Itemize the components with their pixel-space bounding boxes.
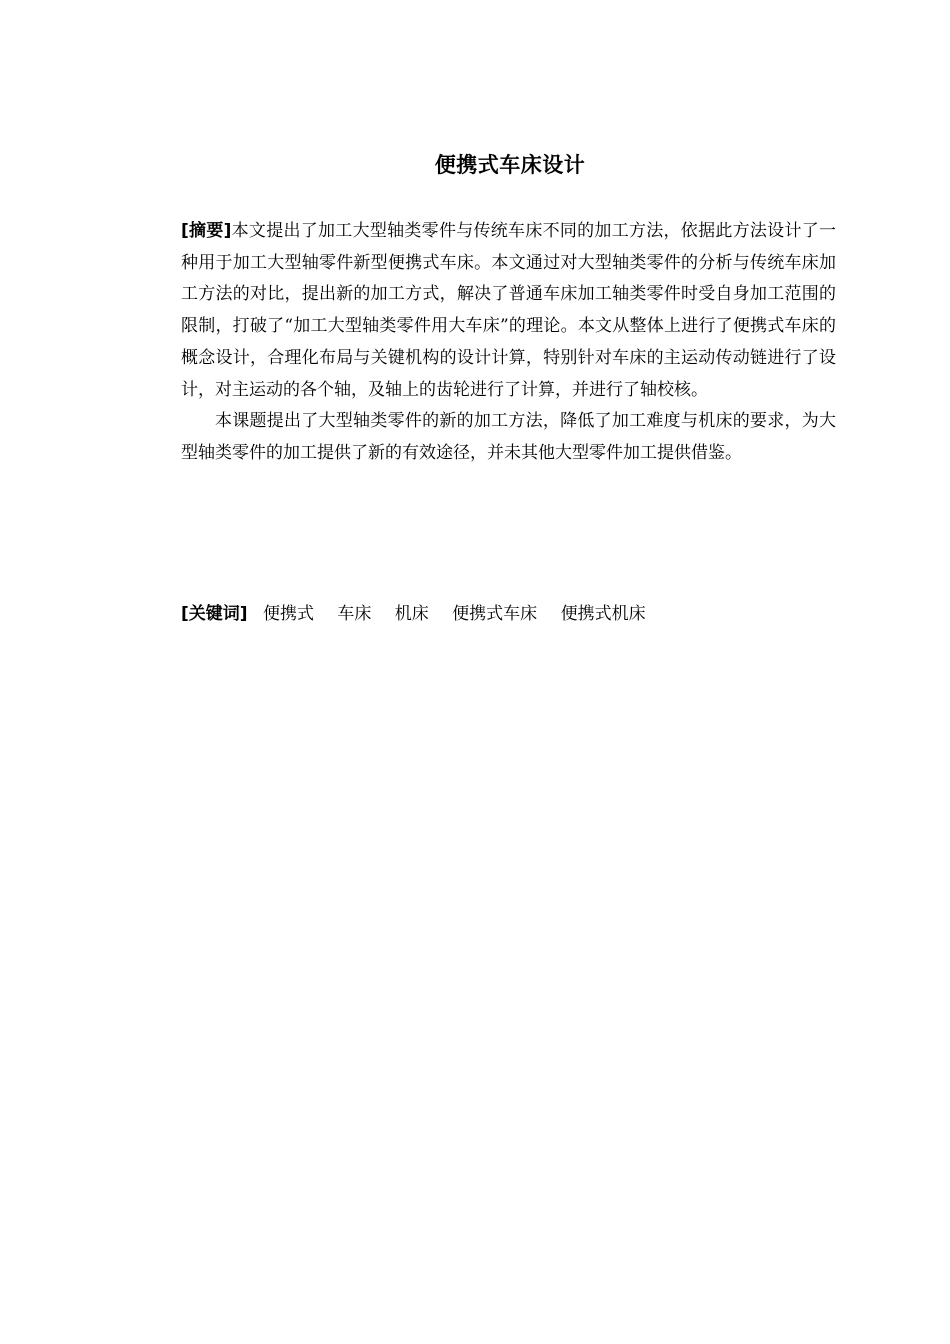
abstract-text-1: 本文提出了加工大型轴类零件与传统车床不同的加工方法，依据此方法设计了一种用于加工大型轴零件新型便携式车床。本文通过对大型轴类零件的分析与传统车床加工方法的对比，提出新的加工方式，解决了普通车床加工轴类零件时受自身加工范围的限制，打破了“加工大型轴类零件用大车床”的理论。本文从整体上进行了便携式车床的概念设计，合理化布局与关键机构的设计计算，特别针对车床的主运动传动链进行了设计，对主运动的各个轴，及轴上的齿轮进行了计算，并进行了轴校核。 [181, 221, 837, 400]
keywords-label: [关键词] [181, 604, 248, 624]
keyword-item: 车床 [337, 604, 372, 624]
abstract-label: [摘要] [181, 221, 232, 241]
keyword-item: 便携式车床 [452, 604, 538, 624]
abstract-section [181, 216, 836, 470]
keywords-section [181, 599, 836, 630]
document-title: 便携式车床设计 [434, 153, 586, 177]
keyword-item: 便携式机床 [560, 604, 646, 624]
keyword-item: 便携式 [262, 604, 314, 624]
abstract-paragraph-1 [181, 216, 836, 406]
abstract-paragraph-2: 本课题提出了大型轴类零件的新的加工方法，降低了加工难度与机床的要求，为大型轴类零件的加工提供了新的有效途径，并未其他大型零件加工提供借鉴。 [181, 411, 836, 463]
keyword-item: 机床 [394, 604, 429, 624]
